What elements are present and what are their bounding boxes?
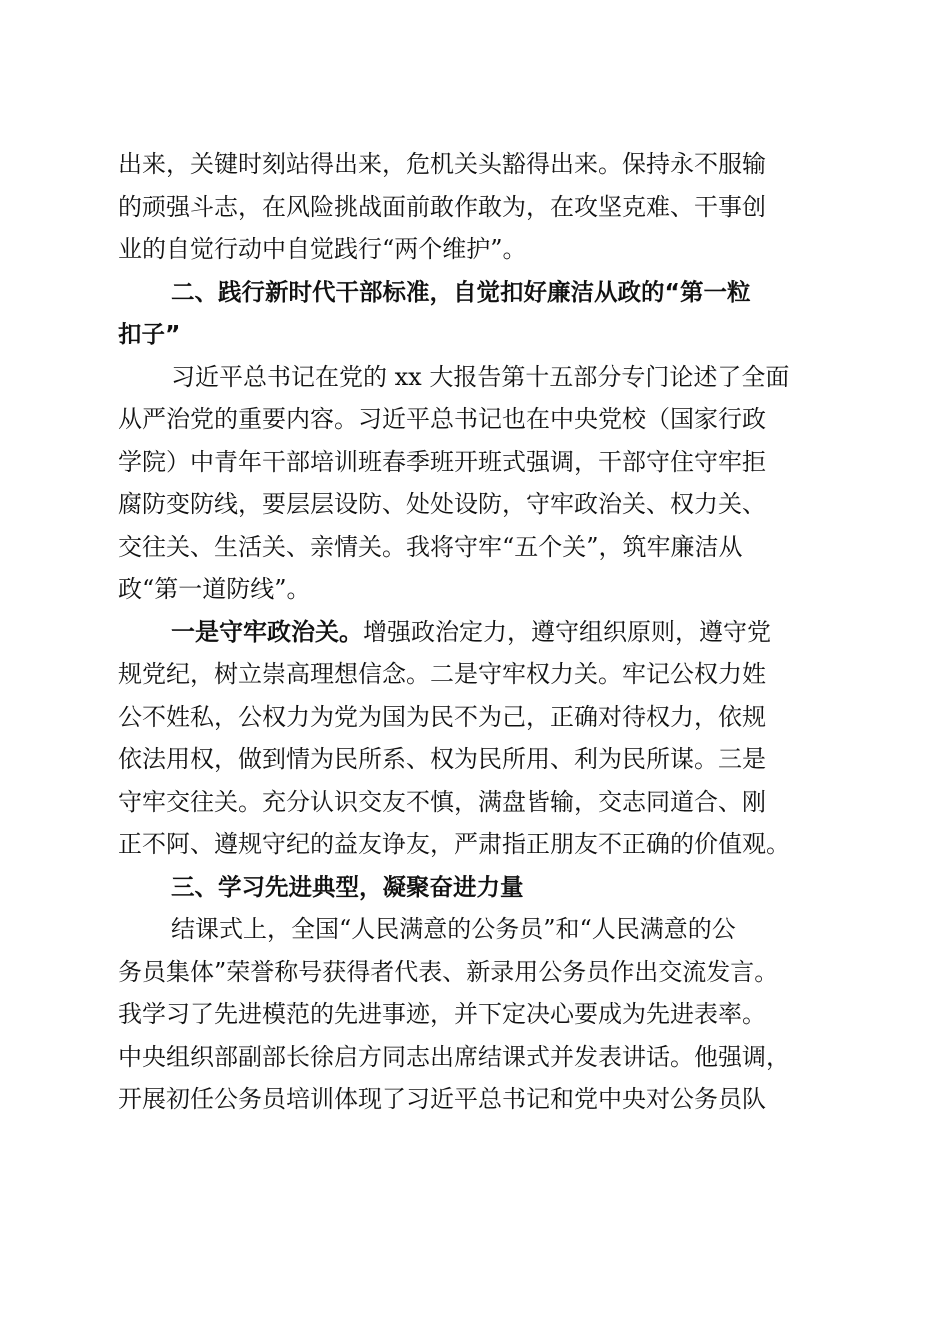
paragraph-line: 中央组织部副部长徐启方同志出席结课式并发表讲话。他强调， xyxy=(118,1042,790,1071)
section-heading-2-cont: 扣子” xyxy=(118,320,181,348)
paragraph-line: 规党纪，树立崇高理想信念。二是守牢权力关。牢记公权力姓 xyxy=(118,660,766,688)
paragraph-line: 依法用权，做到情为民所系、权为民所用、利为民所谋。三是 xyxy=(118,745,766,773)
paragraph-line: 从严治党的重要内容。习近平总书记也在中央党校（国家行政 xyxy=(118,405,766,433)
paragraph-line: 务员集体”荣誉称号获得者代表、新录用公务员作出交流发言。 xyxy=(118,957,779,986)
text-line: 业的自觉行动中自觉践行“两个维护”。 xyxy=(118,235,527,263)
paragraph-line: 腐防变防线，要层层设防、处处设防，守牢政治关、权力关、 xyxy=(118,490,766,518)
paragraph-line: 守牢交往关。充分认识交友不慎，满盘皆输，交志同道合、刚 xyxy=(118,787,766,816)
lead-phrase: 一是守牢政治关。 xyxy=(171,617,363,646)
paragraph-line: 正不阿、遵规守纪的益友诤友，严肃指正朋友不正确的价值观。 xyxy=(118,830,790,858)
paragraph-line: 政“第一道防线”。 xyxy=(118,575,311,603)
paragraph-line: 交往关、生活关、亲情关。我将守牢“五个关”，筑牢廉洁从 xyxy=(118,532,743,561)
paragraph-line: 结课式上，全国“人民满意的公务员”和“人民满意的公 xyxy=(171,915,736,943)
section-heading-2: 二、践行新时代干部标准，自觉扣好廉洁从政的“第一粒 xyxy=(171,277,751,306)
paragraph-line: 学院）中青年干部培训班春季班开班式强调，干部守住守牢拒 xyxy=(118,447,766,476)
paragraph-text: 增强政治定力，遵守组织原则，遵守党 xyxy=(363,617,771,646)
text-line: 的顽强斗志，在风险挑战面前敢作敢为，在攻坚克难、干事创 xyxy=(118,192,766,221)
paragraph-line xyxy=(118,611,838,654)
document-body xyxy=(118,143,838,1121)
paragraph-line: 我学习了先进模范的先进事迹，并下定决心要成为先进表率。 xyxy=(118,1000,766,1028)
section-heading-3: 三、学习先进典型，凝聚奋进力量 xyxy=(171,872,524,901)
paragraph-line: 公不姓私，公权力为党为国为民不为己，正确对待权力，依规 xyxy=(118,702,766,731)
paragraph-line: 开展初任公务员培训体现了习近平总书记和党中央对公务员队 xyxy=(118,1085,766,1113)
paragraph-line: 习近平总书记在党的 xx 大报告第十五部分专门论述了全面 xyxy=(171,362,790,391)
text-line: 出来，关键时刻站得出来，危机关头豁得出来。保持永不服输 xyxy=(118,150,766,178)
